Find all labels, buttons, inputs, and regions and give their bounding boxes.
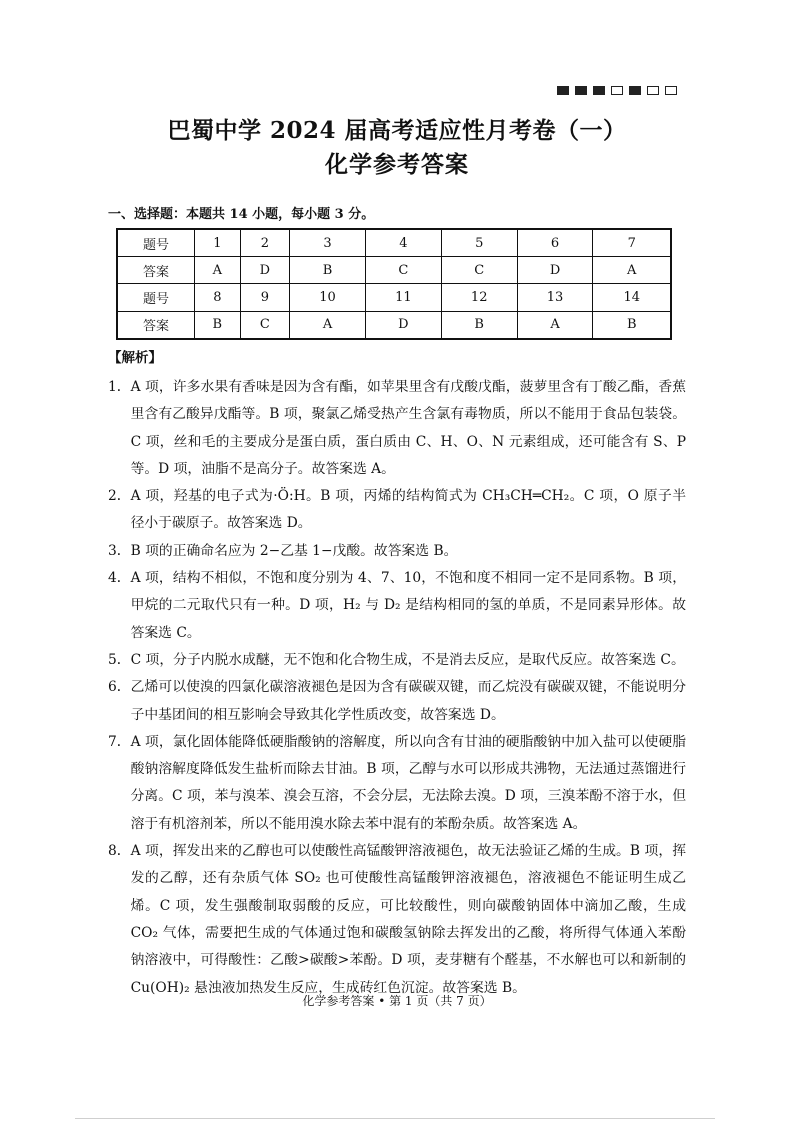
header-mark-square	[665, 86, 677, 95]
list-item	[108, 647, 686, 674]
table-cell: A	[593, 257, 671, 284]
table-cell: 10	[290, 284, 366, 311]
answer-table	[116, 228, 672, 340]
list-item	[108, 674, 686, 729]
item-number: 7．	[108, 733, 131, 750]
item-text: 乙烯可以使溴的四氯化碳溶液褪色是因为含有碳碳双键，而乙烷没有碳碳双键，不能说明分子中基团间的相互影响会导致其化学性质改变，故答案选 D。	[130, 679, 686, 723]
item-number: 2．	[108, 488, 131, 505]
table-cell: 12	[441, 284, 517, 311]
table-row	[117, 311, 671, 339]
table-cell: B	[195, 311, 241, 339]
item-text: A 项，挥发出来的乙醇也可以使酸性高锰酸钾溶液褪色，故无法验证乙烯的生成。B 项，挥发的乙醇，还有杂质气体 SO₂ 也可使酸性高锰酸钾溶液褪色，溶液褪色不能证明生成乙烯。C 项，发生强酸制取弱酸的反应，可比较酸性，则向碳酸钠固体中滴加乙酸，生成 CO₂ 气体，需要把生成的气体通过饱和碳酸氢钠除去挥发出的乙酸，将所得气体通入苯酚钠溶液中，可得酸性：乙酸>碳酸>苯酚。D 项，麦芽糖有个醛基，不水解也可以和新制的 Cu(OH)₂ 悬浊液加热发生反应，生成砖红色沉淀。故答案选 B。	[130, 843, 686, 996]
table-row	[117, 257, 671, 284]
header-marks	[557, 86, 677, 95]
section-heading: 一、选择题：本题共 14 小题，每小题 3 分。	[108, 207, 375, 222]
list-item	[108, 565, 686, 647]
item-number: 1．	[108, 379, 131, 395]
table-row	[117, 229, 671, 257]
table-cell: D	[365, 311, 441, 339]
table-cell: 2	[240, 229, 289, 257]
list-item	[108, 483, 686, 538]
table-cell: D	[240, 257, 289, 284]
page-footer: 化学参考答案 • 第 1 页（共 7 页）	[302, 994, 492, 1008]
header-mark-square	[593, 86, 605, 95]
table-cell: C	[441, 257, 517, 284]
table-cell: A	[195, 257, 241, 284]
explanation-list	[108, 374, 686, 1002]
table-cell: 1	[195, 229, 241, 257]
header-mark-square	[647, 86, 659, 95]
list-item	[108, 729, 686, 838]
table-cell: 7	[593, 229, 671, 257]
table-row	[117, 284, 671, 311]
table-cell: 答案	[117, 311, 195, 339]
table-cell: B	[593, 311, 671, 339]
table-cell: 8	[195, 284, 241, 311]
analysis-heading: 【解析】	[108, 350, 162, 366]
table-cell: D	[517, 257, 593, 284]
header-mark-square	[629, 86, 641, 95]
table-cell: 9	[240, 284, 289, 311]
item-number: 4．	[108, 570, 131, 587]
table-cell: C	[240, 311, 289, 339]
item-number: 8．	[108, 843, 131, 860]
item-text: A 项，氯化固体能降低硬脂酸钠的溶解度，所以向含有甘油的硬脂酸钠中加入盐可以使硬脂酸钠溶解度降低发生盐析而除去甘油。B 项，乙醇与水可以形成共沸物，无法通过蒸馏进行分离。C 项，苯与溴苯、溴会互溶，不会分层，无法除去溴。D 项，三溴苯酚不溶于水，但溶于有机溶剂苯，所以不能用溴水除去苯中混有的苯酚杂质。故答案选 A。	[130, 733, 686, 832]
table-cell: C	[365, 257, 441, 284]
table-cell: 3	[290, 229, 366, 257]
item-number: 5．	[108, 651, 131, 668]
table-cell: B	[290, 257, 366, 284]
table-cell: 题号	[117, 229, 195, 257]
header-mark-square	[557, 86, 569, 95]
table-cell: B	[441, 311, 517, 339]
table-cell: 答案	[117, 257, 195, 284]
table-cell: A	[290, 311, 366, 339]
answer-key-title: 化学参考答案	[325, 151, 469, 178]
table-cell: 4	[365, 229, 441, 257]
item-text: C 项，分子内脱水成醚，无不饱和化合物生成，不是消去反应，是取代反应。故答案选 C。	[130, 651, 685, 668]
list-item	[108, 538, 686, 565]
list-item	[108, 838, 686, 1002]
page-divider	[75, 1118, 715, 1119]
item-number: 6．	[108, 679, 131, 696]
table-cell: 5	[441, 229, 517, 257]
exam-title: 巴蜀中学 2024 届高考适应性月考卷（一）	[167, 117, 627, 144]
table-cell: 6	[517, 229, 593, 257]
item-text: A 项，许多水果有香味是因为含有酯，如苹果里含有戊酸戊酯，菠萝里含有丁酸乙酯，香蕉里含有乙酸异戊酯等。B 项，聚氯乙烯受热产生含氯有毒物质，所以不能用于食品包装袋。C 项，丝和毛的主要成分是蛋白质，蛋白质由 C、H、O、N 元素组成，还可能含有 S、P 等。D 项，油脂不是高分子。故答案选 A。	[130, 379, 686, 477]
table-cell: 13	[517, 284, 593, 311]
list-item	[108, 374, 686, 483]
header-mark-square	[575, 86, 587, 95]
header-mark-square	[611, 86, 623, 95]
item-text: A 项，羟基的电子式为·Ö:H。B 项，丙烯的结构简式为 CH₃CH═CH₂。C 项，O 原子半径小于碳原子。故答案选 D。	[130, 488, 686, 532]
table-cell: 14	[593, 284, 671, 311]
table-cell: 题号	[117, 284, 195, 311]
item-number: 3．	[108, 542, 131, 559]
table-cell: A	[517, 311, 593, 339]
table-cell: 11	[365, 284, 441, 311]
item-text: A 项，结构不相似，不饱和度分别为 4、7、10，不饱和度不相同一定不是同系物。B 项，甲烷的二元取代只有一种。D 项，H₂ 与 D₂ 是结构相同的氢的单质，不是同素异形体。故答案选 C。	[130, 570, 686, 641]
item-text: B 项的正确命名应为 2−乙基 1−戊酸。故答案选 B。	[130, 542, 458, 559]
